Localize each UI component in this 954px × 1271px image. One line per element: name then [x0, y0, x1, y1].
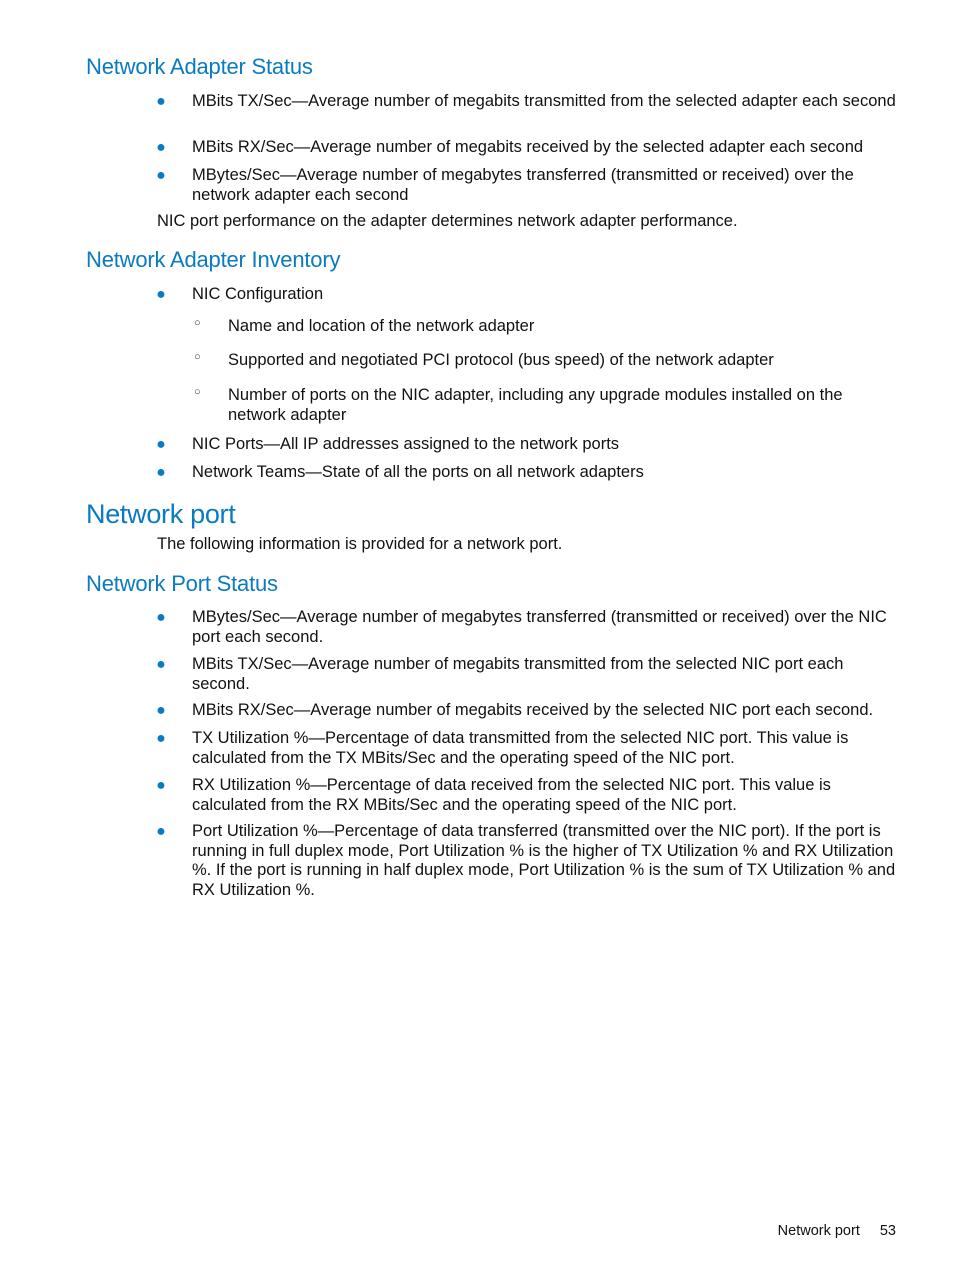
section-heading-adapter-status: Network Adapter Status: [86, 54, 313, 79]
section-heading-port-status: Network Port Status: [86, 571, 278, 596]
chapter-heading-network-port: Network port: [86, 499, 236, 529]
list-item-text: NIC Ports—All IP addresses assigned to the network ports: [192, 435, 620, 453]
list-item-text: Port Utilization %—Percentage of data transferred (transmitted over the NIC port). If the port is running in full duplex mode, Port Utilization % is the higher of TX Utilization % and RX Utilization %. If the port is running in half duplex mode, Port Utilization % is the sum of TX Utilization % and RX Utilization %.: [192, 822, 896, 899]
list-item: [156, 729, 902, 768]
list-item: [156, 655, 902, 694]
list-item-text: MBits TX/Sec—Average number of megabits transmitted from the selected NIC port each second.: [192, 655, 844, 693]
section-heading-adapter-inventory: Network Adapter Inventory: [86, 247, 341, 272]
list-item: [156, 285, 902, 305]
bullet-icon: ●: [156, 167, 166, 184]
list-item: [156, 92, 902, 112]
list-item: [156, 776, 902, 815]
bullet-icon: ●: [156, 286, 166, 303]
page-footer: [778, 1221, 896, 1241]
bullet-icon: ●: [156, 139, 166, 156]
bullet-icon: ●: [156, 93, 166, 110]
footer-section-label: Network port: [777, 1223, 860, 1239]
list-item-text: RX Utilization %—Percentage of data received from the selected NIC port. This value is calculated from the RX MBits/Sec and the operating speed of the NIC port.: [192, 776, 831, 814]
bullet-icon: ●: [156, 702, 166, 719]
bullet-icon: ●: [156, 777, 166, 794]
page-number: 53: [879, 1223, 896, 1239]
bullet-icon: ●: [156, 436, 166, 453]
circle-bullet-icon: ○: [194, 317, 201, 329]
sub-list-item-text: Number of ports on the NIC adapter, including any upgrade modules installed on the network adapter: [228, 386, 843, 424]
list-item: [156, 166, 902, 205]
list-item-text: MBits RX/Sec—Average number of megabits received by the selected adapter each second: [192, 138, 864, 156]
sub-list-item-text: Supported and negotiated PCI protocol (bus speed) of the network adapter: [228, 351, 774, 369]
adapter-status-note: NIC port performance on the adapter determines network adapter performance.: [157, 212, 738, 230]
list-item: [156, 138, 902, 158]
sub-list-item: [194, 317, 898, 337]
list-item: [156, 701, 912, 721]
list-item-text: MBits TX/Sec—Average number of megabits transmitted from the selected adapter each second: [192, 92, 896, 110]
bullet-icon: ●: [156, 464, 166, 481]
list-item-text: Network Teams—State of all the ports on all network adapters: [192, 463, 644, 481]
list-item-text: MBits RX/Sec—Average number of megabits received by the selected NIC port each second.: [192, 701, 874, 719]
sub-list-item: [194, 386, 898, 425]
bullet-icon: ●: [156, 656, 166, 673]
list-item-text: NIC Configuration: [192, 285, 324, 303]
bullet-icon: ●: [156, 609, 166, 626]
sub-list-item: [194, 351, 898, 371]
list-item: [156, 822, 902, 900]
list-item: [156, 608, 902, 647]
list-item-text: MBytes/Sec—Average number of megabytes transferred (transmitted or received) over the NIC port each second.: [192, 608, 887, 646]
list-item-text: MBytes/Sec—Average number of megabytes transferred (transmitted or received) over the network adapter each second: [192, 166, 854, 204]
list-item: [156, 463, 902, 483]
network-port-intro: The following information is provided for a network port.: [157, 535, 563, 553]
bullet-icon: ●: [156, 730, 166, 747]
bullet-icon: ●: [156, 823, 166, 840]
circle-bullet-icon: ○: [194, 351, 201, 363]
list-item-text: TX Utilization %—Percentage of data transmitted from the selected NIC port. This value is calculated from the TX MBits/Sec and the operating speed of the NIC port.: [192, 729, 849, 767]
circle-bullet-icon: ○: [194, 386, 201, 398]
list-item: [156, 435, 902, 455]
sub-list-item-text: Name and location of the network adapter: [228, 317, 535, 335]
